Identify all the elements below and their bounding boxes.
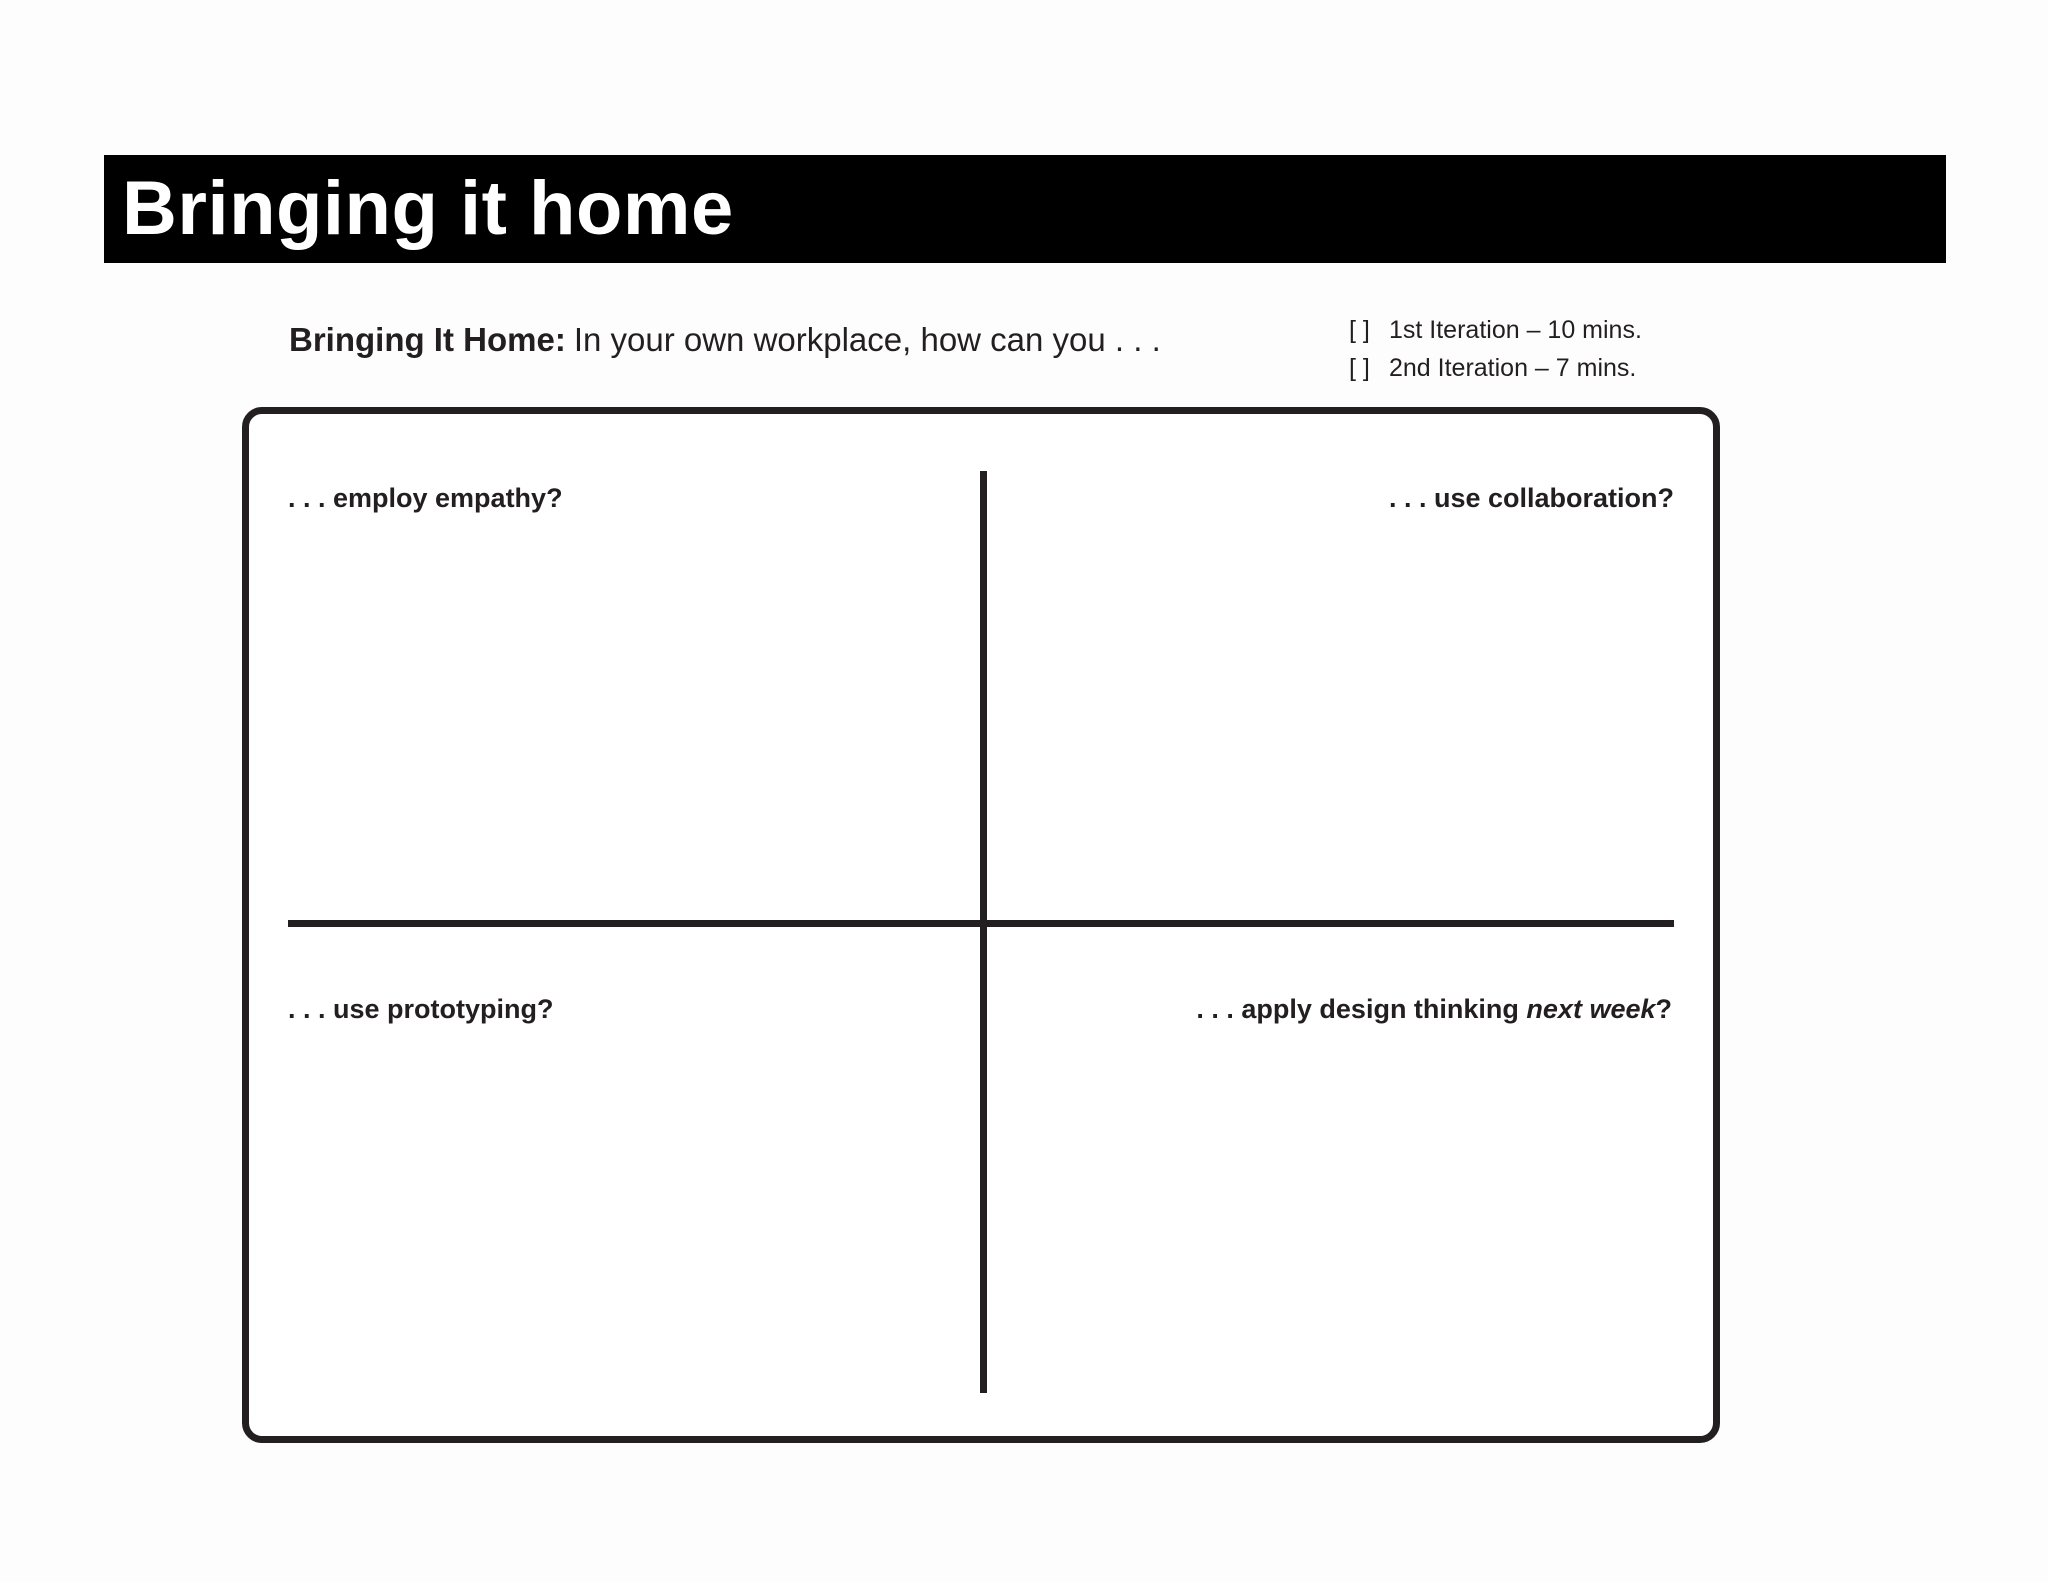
iteration-item-1[interactable] (1349, 311, 1642, 349)
quadrant-collaboration-label: . . . use collaboration? (1388, 483, 1674, 513)
prompt-line (289, 322, 1161, 358)
quadrant-design-thinking-emphasis: next week (1526, 994, 1656, 1024)
checkbox-1[interactable]: [ ] (1349, 316, 1370, 344)
checkbox-2[interactable]: [ ] (1349, 354, 1370, 382)
title-banner (104, 155, 1946, 263)
quadrant-design-thinking-prefix: . . . apply design thinking (1196, 994, 1527, 1024)
quadrant-prototyping-label: . . . use prototyping? (288, 994, 554, 1024)
iteration-item-2[interactable] (1349, 349, 1642, 387)
horizontal-divider (288, 920, 1674, 927)
quadrant-empathy-label: . . . employ empathy? (288, 483, 563, 513)
quadrant-design-thinking-suffix: ? (1655, 994, 1672, 1024)
quadrant-design-thinking-label (1196, 996, 1672, 1023)
prompt-label: Bringing It Home: (289, 321, 566, 358)
iteration-checklist (1349, 311, 1642, 387)
iteration-label-1: 1st Iteration – 10 mins. (1389, 316, 1642, 344)
prompt-text: In your own workplace, how can you . . . (573, 321, 1161, 358)
iteration-label-2: 2nd Iteration – 7 mins. (1389, 354, 1637, 382)
vertical-divider (980, 471, 987, 1393)
page-title: Bringing it home (122, 166, 734, 251)
